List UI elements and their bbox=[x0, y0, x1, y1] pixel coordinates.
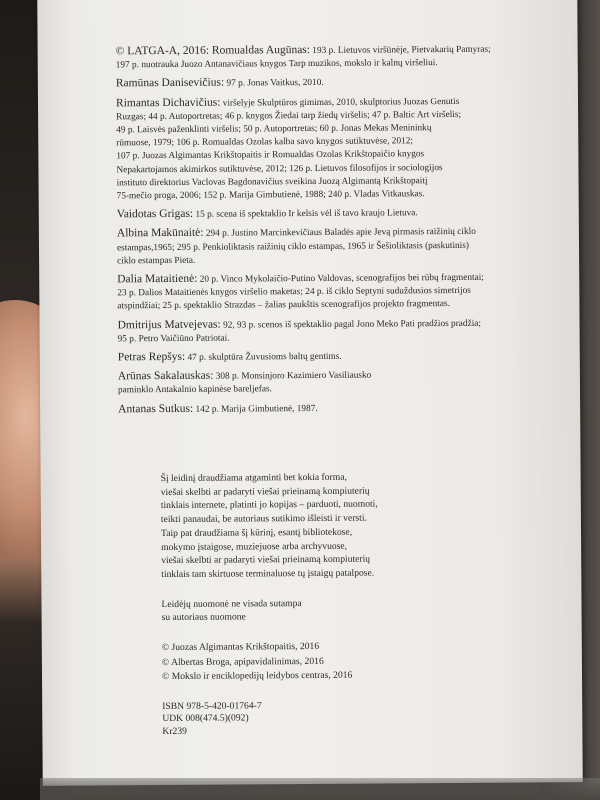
notice-line: tinklais tam skirtuose terminaluose tų įstaigų patalpose. bbox=[161, 567, 375, 580]
credit-name: Albina Makūnaitė: bbox=[116, 227, 204, 240]
credit-text: ciklo estampas Pieta. bbox=[117, 255, 196, 267]
credit-name: Petras Repšys: bbox=[117, 350, 186, 364]
credit-text: Ruzgas; 44 p. Autoportretas; 46 p. knygos Žiedai tarp žiedų viršelis; 47 p. Baltic Art viršelis; bbox=[116, 109, 462, 123]
disclaimer-line: su autoriaus nuomone bbox=[161, 611, 246, 624]
credit-name: Rimantas Dichavičius: bbox=[115, 96, 221, 109]
credit-entry bbox=[117, 205, 587, 222]
notice-line: Taip pat draudžiama šį kūrinį, esantį bibliotekose, bbox=[160, 526, 353, 539]
credit-entry bbox=[116, 74, 586, 91]
credit-text: 23 p. Dalios Mataitienės knygos viršelio maketas; 24 p. iš ciklo Septyni suduždusios simetrijos bbox=[117, 286, 471, 299]
disclaimer-line: Leidėjų nuomonė ne visada sutampa bbox=[161, 597, 302, 610]
credit-text: 97 p. Jonas Vaitkus, 2010. bbox=[224, 78, 324, 89]
notice-line: viešai skelbti ar padaryti viešai prieinamą kompiuterių bbox=[160, 485, 370, 498]
credit-name: Arūnas Sakalauskas: bbox=[117, 369, 214, 383]
credit-text: 47 p. skulptūra Žuvusioms baltų gentims. bbox=[185, 351, 342, 363]
copyright-line: © Albertas Broga, apipavidalinimas, 2016 bbox=[161, 655, 324, 668]
credit-entry bbox=[118, 348, 588, 365]
credit-name: Ramūnas Danisevičius: bbox=[115, 76, 225, 90]
credit-text: estampas,1965; 295 p. Penkioliktasis raižinių ciklo estampas, 1965 ir Šešioliktasis (paskutinis) bbox=[116, 240, 469, 253]
catalog-info bbox=[162, 698, 492, 739]
book-page bbox=[37, 0, 583, 786]
credit-text: viršelyje Skulptūros gimimas, 2010, skulptorius Juozas Genutis bbox=[220, 96, 460, 109]
udk-code: UDK 008(474.5)(092) bbox=[162, 712, 249, 725]
credit-text: rūmuose, 1979; 106 p. Romualdas Ozolas kalba savo knygos sutiktuvėse, 2012; bbox=[116, 136, 414, 149]
credit-text: 92, 93 p. scenos iš spektaklio pagal Jono Meko Pati pradžios pradžia; bbox=[220, 318, 482, 331]
credit-name: Vaidotas Grigas: bbox=[116, 208, 194, 221]
credit-text: paminklo Antakalnio kapinėse bareljefas. bbox=[117, 384, 272, 396]
credit-entry bbox=[117, 270, 587, 314]
credit-text: atspindžiai; 25 p. spektaklio Strazdas – žalias paukštis scenografijos projekto fragmentas. bbox=[117, 299, 450, 312]
credit-entry bbox=[116, 94, 587, 204]
credit-entry bbox=[118, 400, 588, 417]
credit-text: instituto direktorius Vaclovas Bagdonavičius sveikina Juozą Algimantą Krikštopaitį bbox=[116, 176, 428, 189]
catalog-code: Kr239 bbox=[162, 725, 187, 738]
notice-line: teikti panaudai, be autoriaus sutikimo išleisti ir versti. bbox=[160, 512, 367, 526]
credit-text: 95 p. Petro Vaičiūno Patriotai. bbox=[117, 333, 230, 345]
copyright-notice bbox=[161, 470, 492, 582]
credit-text: 15 p. scena iš spektaklio Ir kelsis vėl iš tavo kraujo Lietuva. bbox=[193, 208, 418, 221]
credit-name: Dmitrijus Matvejevas: bbox=[117, 318, 221, 331]
credit-name: Dalia Mataitienė: bbox=[117, 272, 198, 286]
credit-text: 308 p. Monsinjoro Kazimiero Vasiliausko bbox=[213, 370, 372, 382]
notice-line: tinklais internete, platinti jo kopijas – parduoti, nuomoti, bbox=[160, 498, 378, 512]
notice-line: Šį leidinį draudžiama atgaminti bet kokia forma, bbox=[160, 471, 347, 485]
photo-credits bbox=[116, 42, 589, 422]
credit-text: 75-mečio proga, 2006; 152 p. Marija Gimbutienė, 1988; 240 p. Vladas Vitkauskas. bbox=[116, 189, 425, 202]
credit-name: Antanas Sutkus: bbox=[118, 402, 194, 416]
publisher-disclaimer bbox=[161, 595, 491, 625]
credit-entry bbox=[118, 316, 588, 347]
credit-name: © LATGA-A, 2016: Romualdas Augūnas: bbox=[115, 43, 311, 58]
isbn: ISBN 978-5-420-01764-7 bbox=[162, 699, 262, 712]
copyright-line: © Juozas Algimantas Krikštopaitis, 2016 bbox=[161, 640, 320, 654]
credit-entry bbox=[118, 367, 588, 398]
legal-block bbox=[161, 470, 493, 739]
credit-text: Nepakartojamos akimirkos sutiktuvėse, 2012; 126 p. Lietuvos filosofijos ir sociologijos bbox=[116, 162, 443, 175]
page-bottom-edge bbox=[40, 778, 600, 800]
credit-text: 20 p. Vinco Mykolaičio-Putino Valdovas, scenografijos bei rūbų fragmentai; bbox=[197, 272, 484, 285]
credit-text: 49 p. Laisvės paženklinti viršelis; 50 p. Autoportretas; 60 p. Jonas Mekas Menininkų bbox=[116, 123, 432, 136]
credit-text: 193 p. Lietuvos viršūnėje, Pietvakarių Pamyras; bbox=[309, 44, 491, 56]
credit-entry bbox=[116, 42, 586, 73]
credit-text: 107 p. Juozas Algimantas Krikštopaitis ir Romualdas Ozolas Krikštopaičio knygos bbox=[116, 149, 425, 162]
notice-line: viešai skelbti ar padaryti viešai prieinamą kompiuterių bbox=[161, 553, 371, 567]
credit-text: 197 p. nuotrauka Juozo Antanavičiaus knygos Tarp muzikos, mokslo ir kalnų viršeliui. bbox=[115, 58, 438, 71]
credit-text: 142 p. Marija Gimbutienė, 1987. bbox=[193, 403, 318, 415]
notice-line: mokymo įstaigose, muziejuose arba archyvuose, bbox=[161, 540, 348, 553]
credit-text: 294 p. Justino Marcinkevičiaus Baladės apie Jevą pirmasis raižinių ciklo bbox=[203, 227, 476, 240]
copyright-line: © Mokslo ir enciklopedijų leidybos centras, 2016 bbox=[161, 669, 353, 683]
copyright-holders bbox=[162, 639, 492, 685]
credit-entry bbox=[117, 225, 587, 269]
